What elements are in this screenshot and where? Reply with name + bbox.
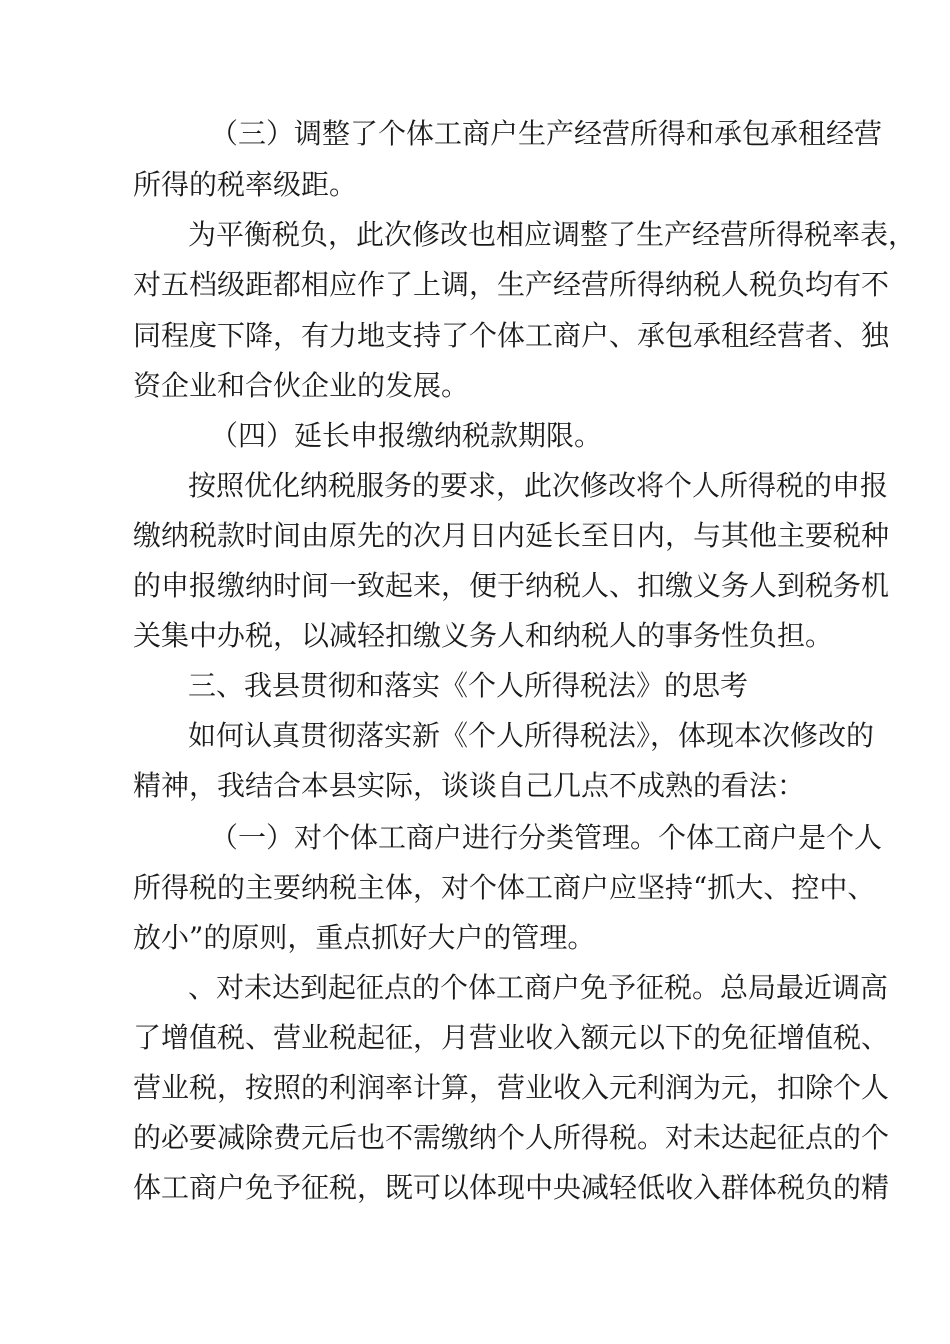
text-line: 资企业和合伙企业的发展。 [133,369,470,402]
text-line: 、对未达到起征点的个体工商户免予征税。总局最近调高 [188,971,889,1004]
text-line: 所得税的主要纳税主体，对个体工商户应坚持“抓大、控中、 [133,871,876,904]
text-line: 为平衡税负，此次修改也相应调整了生产经营所得税率表， [188,218,917,251]
text-line: （四）延长申报缴纳税款期限。 [210,419,603,452]
text-line: 对五档级距都相应作了上调，生产经营所得纳税人税负均有不 [133,268,890,301]
text-line: 放小”的原则，重点抓好大户的管理。 [133,921,596,954]
text-line: 所得的税率级距。 [133,168,358,201]
text-line: （三）调整了个体工商户生产经营所得和承包承租经营 [210,117,883,150]
text-line: 营业税，按照的利润率计算，营业收入元利润为元，扣除个人 [133,1071,890,1104]
text-line: （一）对个体工商户进行分类管理。个体工商户是个人 [210,821,883,854]
text-line: 的申报缴纳时间一致起来，便于纳税人、扣缴义务人到税务机 [133,569,890,602]
text-line: 缴纳税款时间由原先的次月日内延长至日内，与其他主要税种 [133,519,890,552]
text-line: 如何认真贯彻落实新《个人所得税法》，体现本次修改的 [188,719,875,752]
text-line: 同程度下降，有力地支持了个体工商户、承包承租经营者、独 [133,319,890,352]
text-line: 按照优化纳税服务的要求，此次修改将个人所得税的申报 [188,469,889,502]
text-line: 关集中办税，以减轻扣缴义务人和纳税人的事务性负担。 [133,619,834,652]
text-line: 三、我县贯彻和落实《个人所得税法》的思考 [188,669,749,702]
text-line: 的必要减除费元后也不需缴纳个人所得税。对未达起征点的个 [133,1121,890,1154]
text-line: 精神，我结合本县实际，谈谈自己几点不成熟的看法： [133,769,806,802]
text-line: 体工商户免予征税，既可以体现中央减轻低收入群体税负的精 [133,1171,890,1204]
text-line: 了增值税、营业税起征，月营业收入额元以下的免征增值税、 [133,1021,890,1054]
